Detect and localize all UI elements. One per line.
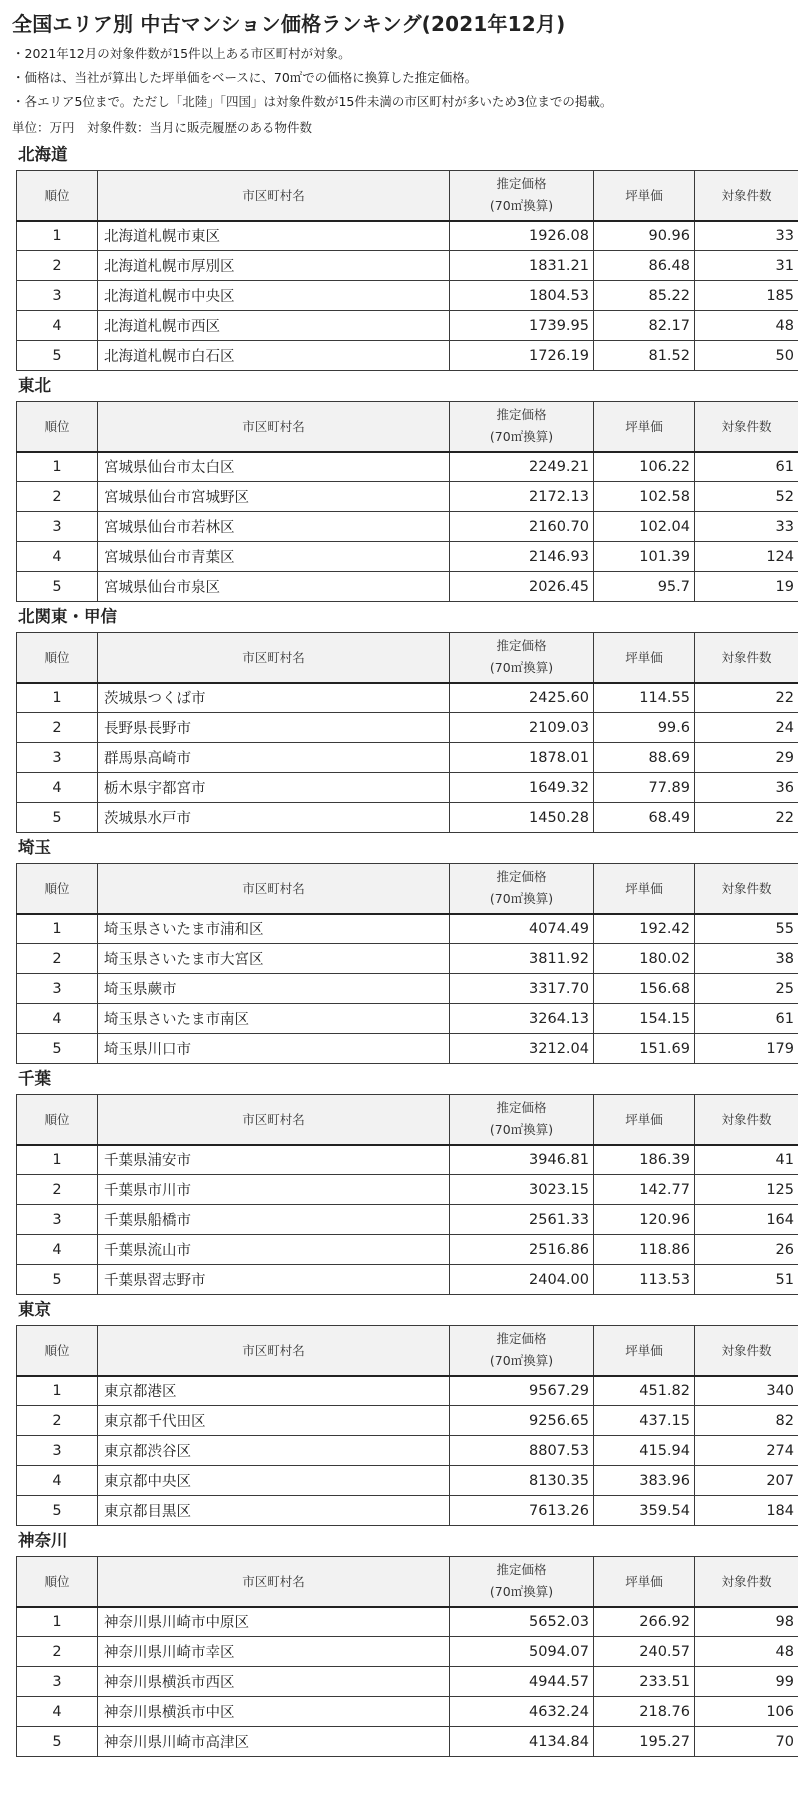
price-cell: 1831.21 bbox=[450, 251, 594, 281]
price-cell: 3946.81 bbox=[450, 1145, 594, 1175]
header-rank: 順位 bbox=[17, 1326, 98, 1376]
table-row bbox=[17, 281, 798, 311]
table-row bbox=[17, 1145, 798, 1175]
header-name: 市区町村名 bbox=[98, 171, 450, 221]
table-row bbox=[17, 542, 798, 572]
table-header-row bbox=[17, 1095, 798, 1145]
count-cell: 48 bbox=[695, 1637, 798, 1667]
price-cell: 8130.35 bbox=[450, 1466, 594, 1496]
tsubo-cell: 102.04 bbox=[594, 512, 695, 542]
count-cell: 274 bbox=[695, 1436, 798, 1466]
header-rank: 順位 bbox=[17, 1557, 98, 1607]
tsubo-cell: 142.77 bbox=[594, 1175, 695, 1205]
area-sections bbox=[12, 142, 794, 1757]
area-heading: 東北 bbox=[18, 376, 51, 395]
price-cell: 1804.53 bbox=[450, 281, 594, 311]
name-cell: 神奈川県川崎市高津区 bbox=[98, 1727, 450, 1757]
name-cell: 千葉県浦安市 bbox=[98, 1145, 450, 1175]
price-cell: 9567.29 bbox=[450, 1376, 594, 1406]
name-cell: 群馬県高崎市 bbox=[98, 743, 450, 773]
unit-line: 単位：万円 対象件数：当月に販売履歴のある物件数 bbox=[12, 120, 313, 135]
count-cell: 24 bbox=[695, 713, 798, 743]
table-row bbox=[17, 1034, 798, 1064]
name-cell: 東京都千代田区 bbox=[98, 1406, 450, 1436]
rank-cell: 2 bbox=[17, 713, 98, 743]
price-cell: 2172.13 bbox=[450, 482, 594, 512]
rank-cell: 4 bbox=[17, 542, 98, 572]
name-cell: 埼玉県さいたま市大宮区 bbox=[98, 944, 450, 974]
header-price-line2: (70㎡換算) bbox=[489, 1353, 554, 1369]
header-price-line2: (70㎡換算) bbox=[489, 660, 554, 676]
rank-cell: 2 bbox=[17, 944, 98, 974]
name-cell: 栃木県宇都宮市 bbox=[98, 773, 450, 803]
table-header-row bbox=[17, 402, 798, 452]
price-cell: 2249.21 bbox=[450, 452, 594, 482]
table-row bbox=[17, 944, 798, 974]
count-cell: 33 bbox=[695, 221, 798, 251]
rank-cell: 4 bbox=[17, 1004, 98, 1034]
price-cell: 7613.26 bbox=[450, 1496, 594, 1526]
header-rank: 順位 bbox=[17, 864, 98, 914]
price-cell: 1926.08 bbox=[450, 221, 594, 251]
header-price bbox=[450, 171, 594, 221]
name-cell: 東京都目黒区 bbox=[98, 1496, 450, 1526]
area-heading: 北海道 bbox=[18, 145, 68, 164]
rank-cell: 2 bbox=[17, 1637, 98, 1667]
name-cell: 千葉県市川市 bbox=[98, 1175, 450, 1205]
header-name: 市区町村名 bbox=[98, 864, 450, 914]
rank-cell: 3 bbox=[17, 974, 98, 1004]
table-row bbox=[17, 1436, 798, 1466]
rank-cell: 5 bbox=[17, 1034, 98, 1064]
price-cell: 2109.03 bbox=[450, 713, 594, 743]
price-cell: 2404.00 bbox=[450, 1265, 594, 1295]
rank-cell: 1 bbox=[17, 1145, 98, 1175]
name-cell: 埼玉県蕨市 bbox=[98, 974, 450, 1004]
count-cell: 106 bbox=[695, 1697, 798, 1727]
tsubo-cell: 86.48 bbox=[594, 251, 695, 281]
price-cell: 1878.01 bbox=[450, 743, 594, 773]
tsubo-cell: 383.96 bbox=[594, 1466, 695, 1496]
count-cell: 99 bbox=[695, 1667, 798, 1697]
header-price bbox=[450, 1557, 594, 1607]
name-cell: 北海道札幌市東区 bbox=[98, 221, 450, 251]
header-price-line1: 推定価格 bbox=[496, 407, 547, 423]
table-row bbox=[17, 1406, 798, 1436]
tsubo-cell: 218.76 bbox=[594, 1697, 695, 1727]
table-row bbox=[17, 1004, 798, 1034]
header-count: 対象件数 bbox=[695, 1326, 798, 1376]
price-cell: 3023.15 bbox=[450, 1175, 594, 1205]
rank-cell: 5 bbox=[17, 1265, 98, 1295]
price-cell: 1739.95 bbox=[450, 311, 594, 341]
header-count: 対象件数 bbox=[695, 1095, 798, 1145]
header-price-line1: 推定価格 bbox=[496, 1562, 547, 1578]
rank-cell: 4 bbox=[17, 1466, 98, 1496]
name-cell: 神奈川県川崎市幸区 bbox=[98, 1637, 450, 1667]
rank-cell: 1 bbox=[17, 1607, 98, 1637]
rank-cell: 4 bbox=[17, 773, 98, 803]
name-cell: 宮城県仙台市太白区 bbox=[98, 452, 450, 482]
tsubo-cell: 451.82 bbox=[594, 1376, 695, 1406]
tsubo-cell: 120.96 bbox=[594, 1205, 695, 1235]
table-row bbox=[17, 683, 798, 713]
area-heading: 北関東・甲信 bbox=[18, 607, 117, 626]
table-row bbox=[17, 1697, 798, 1727]
price-cell: 4632.24 bbox=[450, 1697, 594, 1727]
price-cell: 3317.70 bbox=[450, 974, 594, 1004]
header-price bbox=[450, 1326, 594, 1376]
price-cell: 4074.49 bbox=[450, 914, 594, 944]
rank-cell: 4 bbox=[17, 1235, 98, 1265]
count-cell: 52 bbox=[695, 482, 798, 512]
tsubo-cell: 437.15 bbox=[594, 1406, 695, 1436]
count-cell: 70 bbox=[695, 1727, 798, 1757]
price-cell: 3264.13 bbox=[450, 1004, 594, 1034]
price-cell: 4134.84 bbox=[450, 1727, 594, 1757]
price-cell: 2425.60 bbox=[450, 683, 594, 713]
rank-cell: 2 bbox=[17, 1406, 98, 1436]
table-row bbox=[17, 311, 798, 341]
header-count: 対象件数 bbox=[695, 633, 798, 683]
note-line: ・2021年12月の対象件数が15件以上ある市区町村が対象。 bbox=[12, 46, 351, 61]
header-tsubo: 坪単価 bbox=[594, 1557, 695, 1607]
count-cell: 61 bbox=[695, 452, 798, 482]
header-rank: 順位 bbox=[17, 1095, 98, 1145]
price-cell: 3811.92 bbox=[450, 944, 594, 974]
name-cell: 北海道札幌市白石区 bbox=[98, 341, 450, 371]
price-cell: 4944.57 bbox=[450, 1667, 594, 1697]
table-row bbox=[17, 1727, 798, 1757]
tsubo-cell: 99.6 bbox=[594, 713, 695, 743]
header-tsubo: 坪単価 bbox=[594, 633, 695, 683]
tsubo-cell: 195.27 bbox=[594, 1727, 695, 1757]
header-price-line1: 推定価格 bbox=[496, 1100, 547, 1116]
name-cell: 神奈川県横浜市西区 bbox=[98, 1667, 450, 1697]
header-price-line2: (70㎡換算) bbox=[489, 198, 554, 214]
table-row bbox=[17, 743, 798, 773]
table-header-row bbox=[17, 864, 798, 914]
rank-cell: 5 bbox=[17, 1727, 98, 1757]
name-cell: 茨城県つくば市 bbox=[98, 683, 450, 713]
rank-cell: 5 bbox=[17, 803, 98, 833]
table-header-row bbox=[17, 171, 798, 221]
tsubo-cell: 233.51 bbox=[594, 1667, 695, 1697]
rank-cell: 2 bbox=[17, 1175, 98, 1205]
area-section bbox=[12, 142, 794, 371]
area-heading: 埼玉 bbox=[18, 838, 51, 857]
area-section bbox=[12, 604, 794, 833]
count-cell: 82 bbox=[695, 1406, 798, 1436]
header-name: 市区町村名 bbox=[98, 633, 450, 683]
price-cell: 5652.03 bbox=[450, 1607, 594, 1637]
header-price-line1: 推定価格 bbox=[496, 638, 547, 654]
count-cell: 38 bbox=[695, 944, 798, 974]
header-price-line2: (70㎡換算) bbox=[489, 1122, 554, 1138]
rank-cell: 2 bbox=[17, 482, 98, 512]
tsubo-cell: 102.58 bbox=[594, 482, 695, 512]
count-cell: 184 bbox=[695, 1496, 798, 1526]
name-cell: 長野県長野市 bbox=[98, 713, 450, 743]
price-cell: 2160.70 bbox=[450, 512, 594, 542]
tsubo-cell: 186.39 bbox=[594, 1145, 695, 1175]
header-tsubo: 坪単価 bbox=[594, 1095, 695, 1145]
name-cell: 埼玉県川口市 bbox=[98, 1034, 450, 1064]
table-row bbox=[17, 914, 798, 944]
area-heading: 千葉 bbox=[18, 1069, 51, 1088]
table-row bbox=[17, 1607, 798, 1637]
price-cell: 8807.53 bbox=[450, 1436, 594, 1466]
tsubo-cell: 77.89 bbox=[594, 773, 695, 803]
tsubo-cell: 88.69 bbox=[594, 743, 695, 773]
ranking-table bbox=[16, 1325, 798, 1526]
header-name: 市区町村名 bbox=[98, 1095, 450, 1145]
count-cell: 25 bbox=[695, 974, 798, 1004]
header-name: 市区町村名 bbox=[98, 1557, 450, 1607]
count-cell: 207 bbox=[695, 1466, 798, 1496]
table-row bbox=[17, 512, 798, 542]
table-row bbox=[17, 1235, 798, 1265]
count-cell: 19 bbox=[695, 572, 798, 602]
rank-cell: 4 bbox=[17, 311, 98, 341]
price-cell: 1726.19 bbox=[450, 341, 594, 371]
tsubo-cell: 81.52 bbox=[594, 341, 695, 371]
name-cell: 宮城県仙台市宮城野区 bbox=[98, 482, 450, 512]
table-row bbox=[17, 341, 798, 371]
name-cell: 千葉県流山市 bbox=[98, 1235, 450, 1265]
header-price-line1: 推定価格 bbox=[496, 1331, 547, 1347]
table-header-row bbox=[17, 633, 798, 683]
header-rank: 順位 bbox=[17, 171, 98, 221]
table-row bbox=[17, 221, 798, 251]
tsubo-cell: 240.57 bbox=[594, 1637, 695, 1667]
ranking-table bbox=[16, 632, 798, 833]
ranking-table bbox=[16, 1556, 798, 1757]
rank-cell: 5 bbox=[17, 1496, 98, 1526]
price-cell: 2516.86 bbox=[450, 1235, 594, 1265]
name-cell: 宮城県仙台市青葉区 bbox=[98, 542, 450, 572]
name-cell: 神奈川県川崎市中原区 bbox=[98, 1607, 450, 1637]
count-cell: 179 bbox=[695, 1034, 798, 1064]
header-price-line2: (70㎡換算) bbox=[489, 1584, 554, 1600]
rank-cell: 4 bbox=[17, 1697, 98, 1727]
table-row bbox=[17, 482, 798, 512]
header-price-line1: 推定価格 bbox=[496, 176, 547, 192]
rank-cell: 5 bbox=[17, 341, 98, 371]
table-row bbox=[17, 1637, 798, 1667]
count-cell: 48 bbox=[695, 311, 798, 341]
note-line: ・価格は、当社が算出した坪単価をベースに、70㎡での価格に換算した推定価格。 bbox=[12, 70, 478, 85]
table-row bbox=[17, 1667, 798, 1697]
notes-block bbox=[12, 42, 788, 114]
ranking-table bbox=[16, 401, 798, 602]
tsubo-cell: 266.92 bbox=[594, 1607, 695, 1637]
name-cell: 埼玉県さいたま市浦和区 bbox=[98, 914, 450, 944]
price-cell: 2146.93 bbox=[450, 542, 594, 572]
rank-cell: 2 bbox=[17, 251, 98, 281]
count-cell: 26 bbox=[695, 1235, 798, 1265]
count-cell: 22 bbox=[695, 803, 798, 833]
tsubo-cell: 114.55 bbox=[594, 683, 695, 713]
rank-cell: 3 bbox=[17, 281, 98, 311]
tsubo-cell: 154.15 bbox=[594, 1004, 695, 1034]
area-section bbox=[12, 373, 794, 602]
header-price bbox=[450, 633, 594, 683]
count-cell: 31 bbox=[695, 251, 798, 281]
count-cell: 124 bbox=[695, 542, 798, 572]
header-price bbox=[450, 1095, 594, 1145]
count-cell: 22 bbox=[695, 683, 798, 713]
price-cell: 2026.45 bbox=[450, 572, 594, 602]
area-section bbox=[12, 835, 794, 1064]
price-cell: 9256.65 bbox=[450, 1406, 594, 1436]
header-tsubo: 坪単価 bbox=[594, 864, 695, 914]
tsubo-cell: 118.86 bbox=[594, 1235, 695, 1265]
table-row bbox=[17, 713, 798, 743]
count-cell: 61 bbox=[695, 1004, 798, 1034]
ranking-table bbox=[16, 863, 798, 1064]
name-cell: 宮城県仙台市若林区 bbox=[98, 512, 450, 542]
price-cell: 1450.28 bbox=[450, 803, 594, 833]
area-section bbox=[12, 1528, 794, 1757]
tsubo-cell: 192.42 bbox=[594, 914, 695, 944]
tsubo-cell: 113.53 bbox=[594, 1265, 695, 1295]
rank-cell: 3 bbox=[17, 1667, 98, 1697]
name-cell: 東京都中央区 bbox=[98, 1466, 450, 1496]
tsubo-cell: 95.7 bbox=[594, 572, 695, 602]
count-cell: 164 bbox=[695, 1205, 798, 1235]
price-cell: 3212.04 bbox=[450, 1034, 594, 1064]
note-line: ・各エリア5位まで。ただし「北陸」「四国」は対象件数が15件未満の市区町村が多いため3位までの掲載。 bbox=[12, 94, 613, 109]
header-count: 対象件数 bbox=[695, 402, 798, 452]
ranking-table bbox=[16, 170, 798, 371]
header-price-line2: (70㎡換算) bbox=[489, 891, 554, 907]
name-cell: 茨城県水戸市 bbox=[98, 803, 450, 833]
tsubo-cell: 151.69 bbox=[594, 1034, 695, 1064]
table-row bbox=[17, 251, 798, 281]
name-cell: 宮城県仙台市泉区 bbox=[98, 572, 450, 602]
tsubo-cell: 90.96 bbox=[594, 221, 695, 251]
rank-cell: 1 bbox=[17, 452, 98, 482]
count-cell: 36 bbox=[695, 773, 798, 803]
name-cell: 北海道札幌市中央区 bbox=[98, 281, 450, 311]
tsubo-cell: 68.49 bbox=[594, 803, 695, 833]
page-title: 全国エリア別 中古マンション価格ランキング(2021年12月) bbox=[12, 12, 566, 36]
name-cell: 北海道札幌市西区 bbox=[98, 311, 450, 341]
table-row bbox=[17, 1376, 798, 1406]
tsubo-cell: 82.17 bbox=[594, 311, 695, 341]
name-cell: 東京都港区 bbox=[98, 1376, 450, 1406]
table-header-row bbox=[17, 1326, 798, 1376]
count-cell: 50 bbox=[695, 341, 798, 371]
name-cell: 埼玉県さいたま市南区 bbox=[98, 1004, 450, 1034]
tsubo-cell: 85.22 bbox=[594, 281, 695, 311]
table-row bbox=[17, 803, 798, 833]
name-cell: 東京都渋谷区 bbox=[98, 1436, 450, 1466]
ranking-table bbox=[16, 1094, 798, 1295]
count-cell: 340 bbox=[695, 1376, 798, 1406]
name-cell: 千葉県船橋市 bbox=[98, 1205, 450, 1235]
count-cell: 98 bbox=[695, 1607, 798, 1637]
rank-cell: 3 bbox=[17, 512, 98, 542]
header-price-line1: 推定価格 bbox=[496, 869, 547, 885]
count-cell: 125 bbox=[695, 1175, 798, 1205]
header-count: 対象件数 bbox=[695, 1557, 798, 1607]
tsubo-cell: 359.54 bbox=[594, 1496, 695, 1526]
rank-cell: 1 bbox=[17, 1376, 98, 1406]
table-row bbox=[17, 572, 798, 602]
tsubo-cell: 101.39 bbox=[594, 542, 695, 572]
header-rank: 順位 bbox=[17, 402, 98, 452]
table-header-row bbox=[17, 1557, 798, 1607]
count-cell: 33 bbox=[695, 512, 798, 542]
table-row bbox=[17, 1265, 798, 1295]
header-tsubo: 坪単価 bbox=[594, 171, 695, 221]
area-section bbox=[12, 1066, 794, 1295]
name-cell: 千葉県習志野市 bbox=[98, 1265, 450, 1295]
price-cell: 1649.32 bbox=[450, 773, 594, 803]
header-name: 市区町村名 bbox=[98, 1326, 450, 1376]
area-heading: 東京 bbox=[18, 1300, 51, 1319]
name-cell: 神奈川県横浜市中区 bbox=[98, 1697, 450, 1727]
rank-cell: 1 bbox=[17, 221, 98, 251]
tsubo-cell: 415.94 bbox=[594, 1436, 695, 1466]
header-price-line2: (70㎡換算) bbox=[489, 429, 554, 445]
rank-cell: 3 bbox=[17, 1205, 98, 1235]
price-cell: 5094.07 bbox=[450, 1637, 594, 1667]
tsubo-cell: 156.68 bbox=[594, 974, 695, 1004]
table-row bbox=[17, 1175, 798, 1205]
header-price bbox=[450, 864, 594, 914]
tsubo-cell: 180.02 bbox=[594, 944, 695, 974]
rank-cell: 3 bbox=[17, 743, 98, 773]
table-row bbox=[17, 1205, 798, 1235]
count-cell: 55 bbox=[695, 914, 798, 944]
rank-cell: 1 bbox=[17, 683, 98, 713]
rank-cell: 3 bbox=[17, 1436, 98, 1466]
table-row bbox=[17, 1466, 798, 1496]
header-tsubo: 坪単価 bbox=[594, 402, 695, 452]
price-cell: 2561.33 bbox=[450, 1205, 594, 1235]
header-tsubo: 坪単価 bbox=[594, 1326, 695, 1376]
header-count: 対象件数 bbox=[695, 864, 798, 914]
header-price bbox=[450, 402, 594, 452]
count-cell: 41 bbox=[695, 1145, 798, 1175]
rank-cell: 1 bbox=[17, 914, 98, 944]
count-cell: 29 bbox=[695, 743, 798, 773]
area-section bbox=[12, 1297, 794, 1526]
header-count: 対象件数 bbox=[695, 171, 798, 221]
area-heading: 神奈川 bbox=[18, 1531, 68, 1550]
table-row bbox=[17, 773, 798, 803]
table-row bbox=[17, 1496, 798, 1526]
tsubo-cell: 106.22 bbox=[594, 452, 695, 482]
count-cell: 185 bbox=[695, 281, 798, 311]
table-row bbox=[17, 974, 798, 1004]
table-row bbox=[17, 452, 798, 482]
rank-cell: 5 bbox=[17, 572, 98, 602]
header-name: 市区町村名 bbox=[98, 402, 450, 452]
count-cell: 51 bbox=[695, 1265, 798, 1295]
name-cell: 北海道札幌市厚別区 bbox=[98, 251, 450, 281]
header-rank: 順位 bbox=[17, 633, 98, 683]
